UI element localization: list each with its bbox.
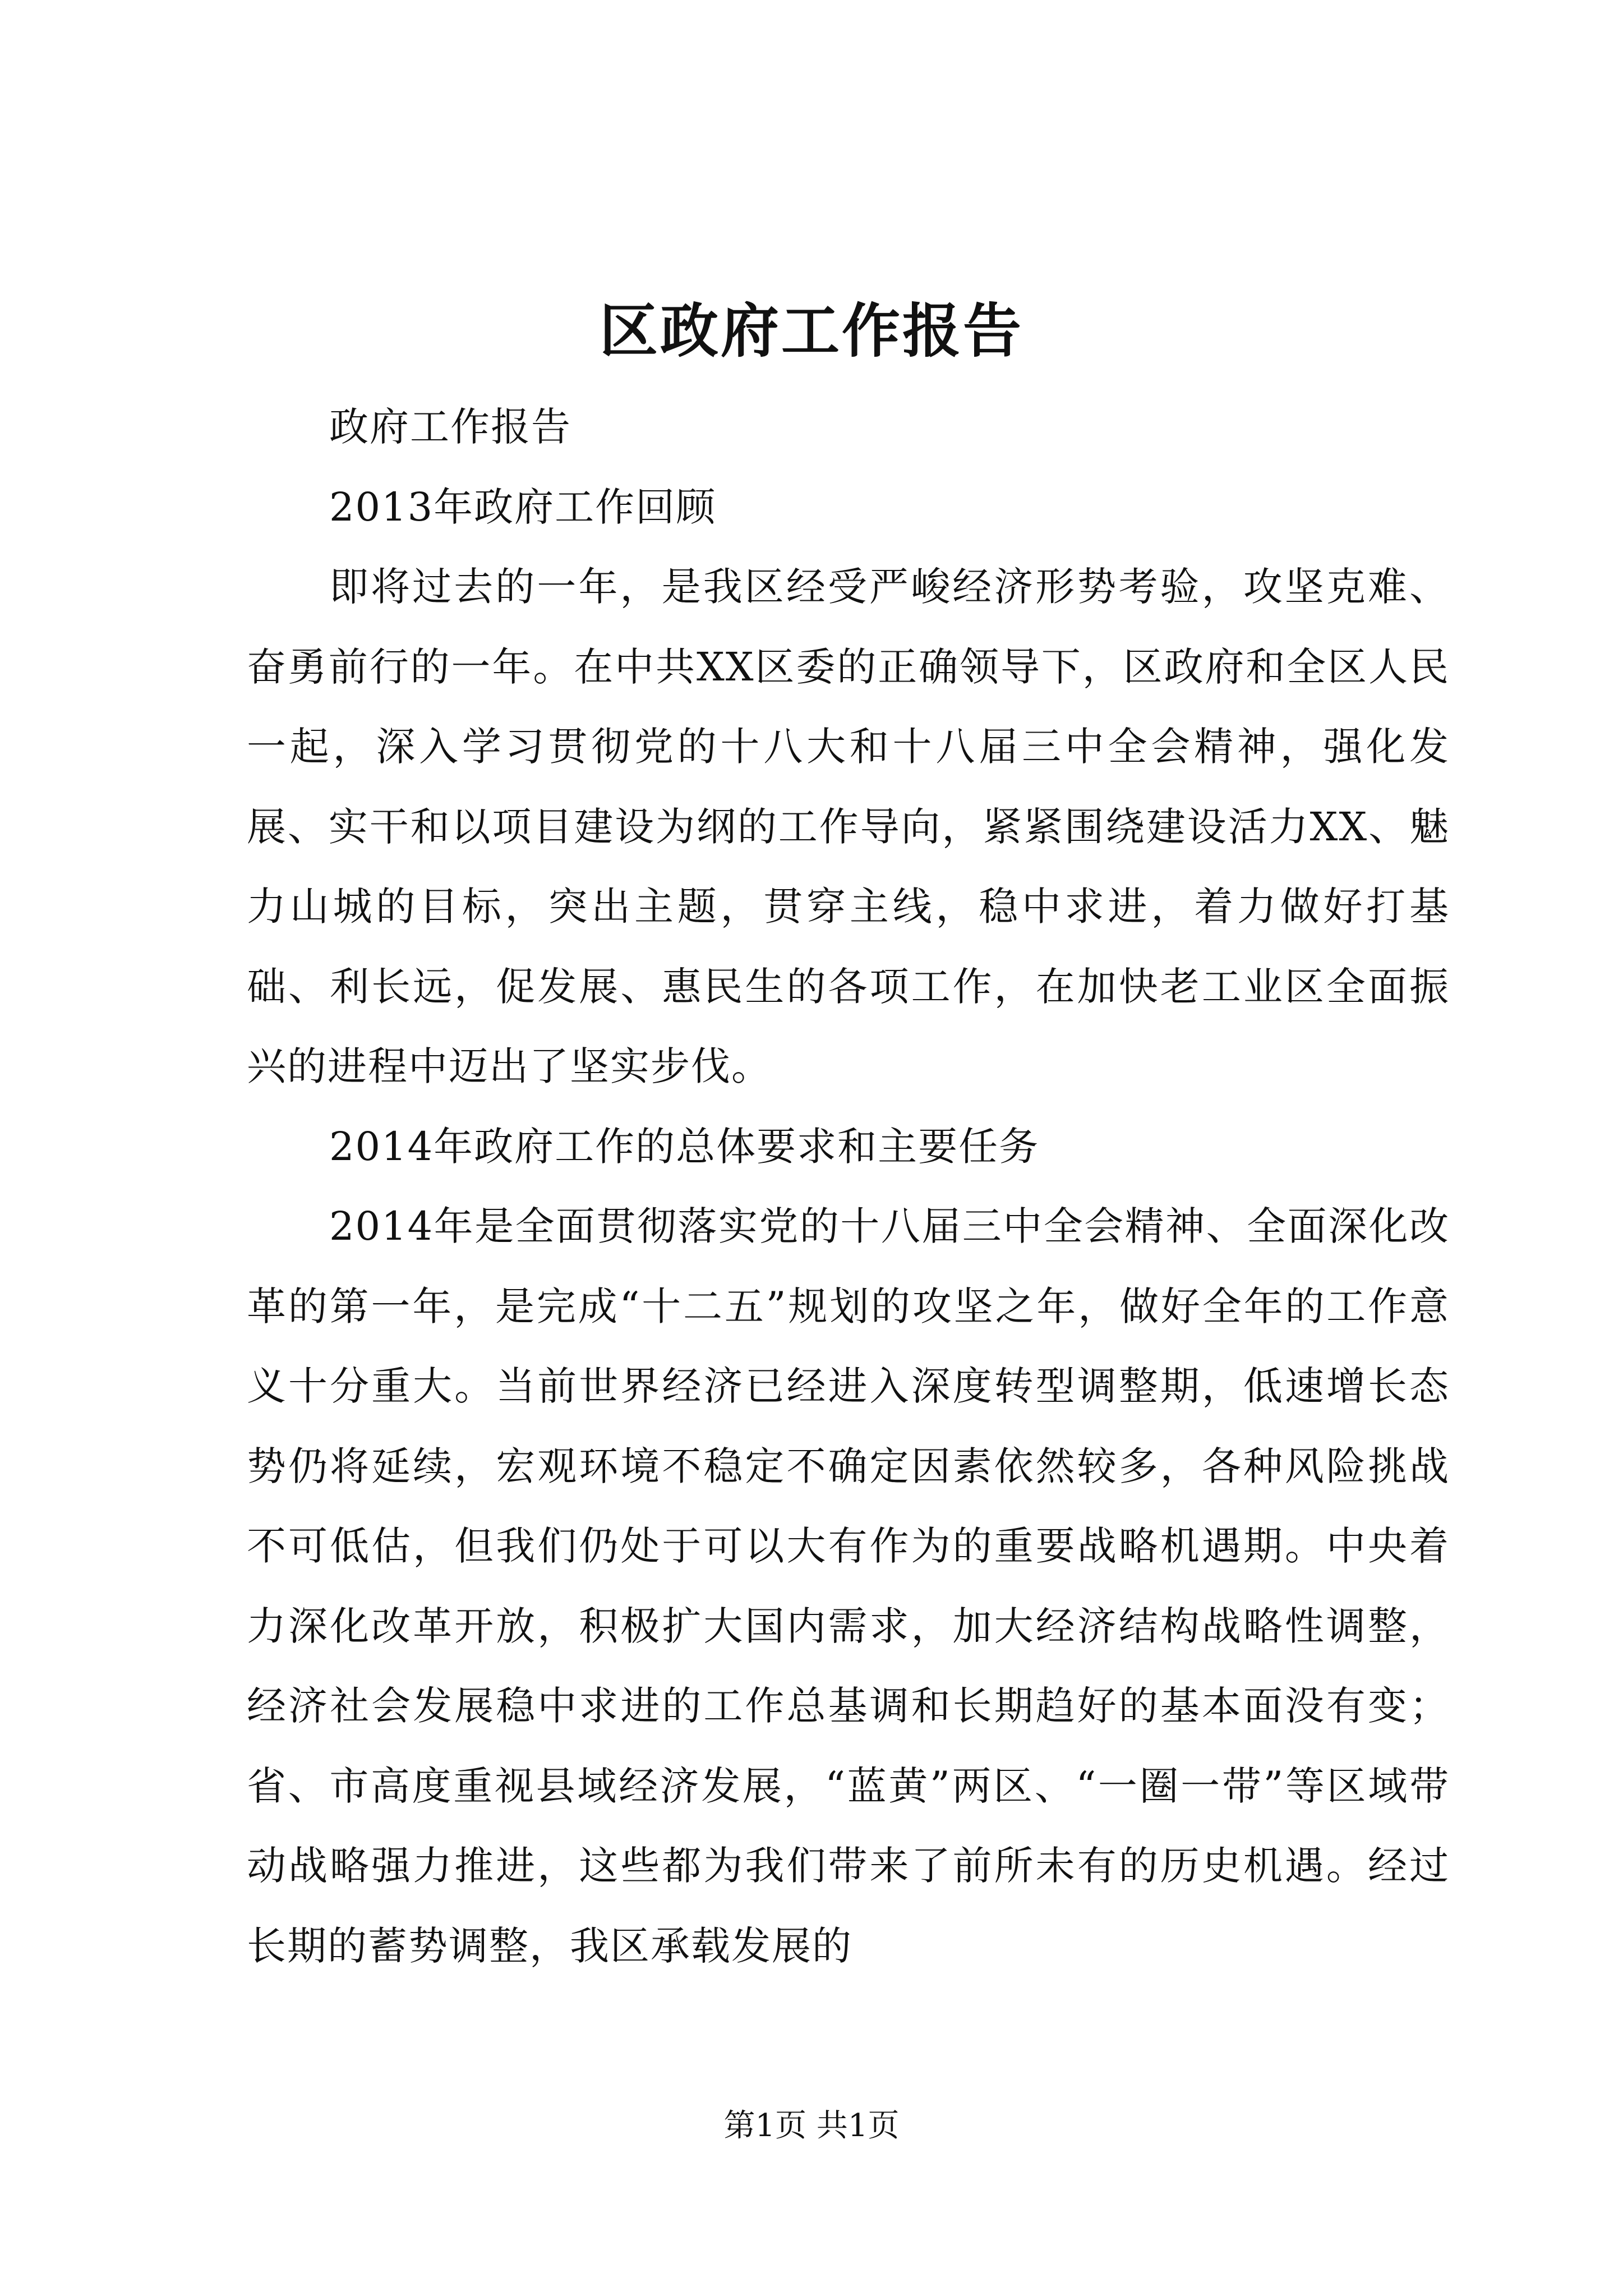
document-title: 区政府工作报告 bbox=[599, 296, 1023, 365]
document-body bbox=[247, 387, 1450, 1986]
paragraph-section-2013-heading: 2013年政府工作回顾 bbox=[329, 484, 717, 530]
page-number-footer: 第1页 共1页 bbox=[723, 2108, 900, 2144]
paragraph-2014-tasks: 2014年是全面贯彻落实党的十八届三中全会精神、全面深化改革的第一年，是完成“十二五”规划的攻坚之年，做好全年的工作意义十分重大。当前世界经济已经进入深度转型调整期，低速增长态势仍将延续，宏观环境不稳定不确定因素依然较多，各种风险挑战不可低估，但我们仍处于可以大有作为的重要战略机遇期。中央着力深化改革开放，积极扩大国内需求，加大经济结构战略性调整，经济社会发展稳中求进的工作总基调和长期趋好的基本面没有变；省、市高度重视县域经济发展，“蓝黄”两区、“一圈一带”等区域带动战略强力推进，这些都为我们带来了前所未有的历史机遇。经过长期的蓄势调整，我区承载发展的 bbox=[247, 1203, 1450, 1969]
paragraph-2013-review: 即将过去的一年，是我区经受严峻经济形势考验，攻坚克难、奋勇前行的一年。在中共XX区委的正确领导下，区政府和全区人民一起，深入学习贯彻党的十八大和十八届三中全会精神，强化发展、实干和以项目建设为纲的工作导向，紧紧围绕建设活力XX、魅力山城的目标，突出主题，贯穿主线，稳中求进，着力做好打基础、利长远，促发展、惠民生的各项工作，在加快老工业区全面振兴的进程中迈出了坚实步伐。 bbox=[247, 564, 1450, 1089]
paragraph-subtitle: 政府工作报告 bbox=[329, 404, 571, 450]
paragraph-section-2014-heading: 2014年政府工作的总体要求和主要任务 bbox=[329, 1123, 1040, 1170]
